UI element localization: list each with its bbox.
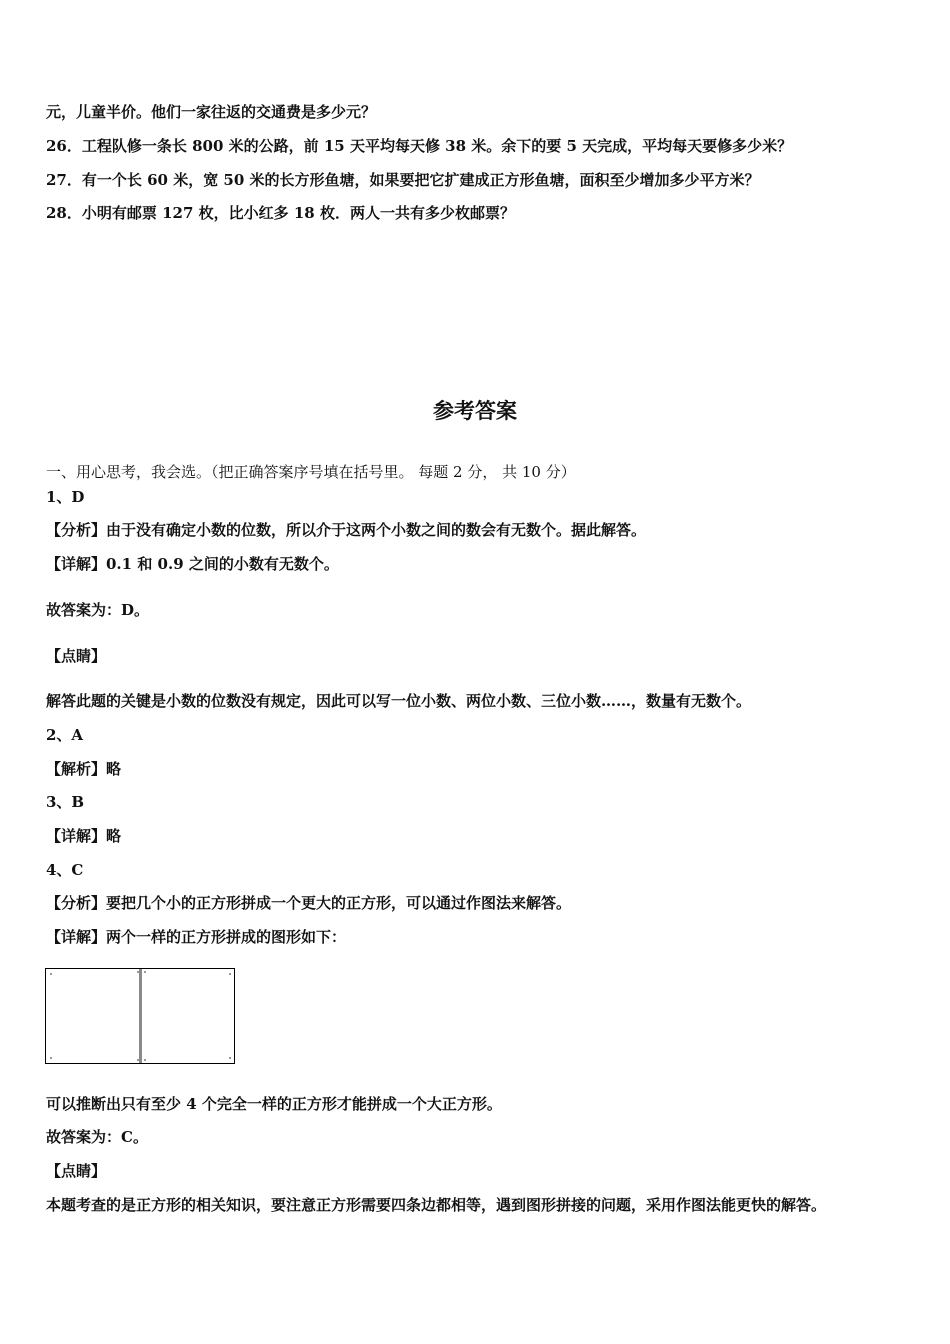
corner-mark bbox=[137, 1059, 139, 1061]
answer-1-analysis: 【分析】由于没有确定小数的位数，所以介于这两个小数之间的数会有无数个。据此解答。 bbox=[46, 521, 647, 539]
answer-4-label: 4、C bbox=[46, 861, 84, 879]
question-line-25-continued: 元，儿童半价。他们一家往返的交通费是多少元？ bbox=[46, 103, 377, 121]
question-28: 28．小明有邮票 127 枚，比小红多 18 枚．两人一共有多少枚邮票？ bbox=[46, 204, 515, 222]
answer-4-inference: 可以推断出只有至少 4 个完全一样的正方形才能拼成一个大正方形。 bbox=[46, 1095, 502, 1113]
answer-1-conclusion: 故答案为：D。 bbox=[46, 601, 150, 619]
corner-mark bbox=[144, 971, 146, 973]
answer-2-text: 【解析】略 bbox=[46, 760, 122, 778]
answer-1-detail: 【详解】0.1 和 0.9 之间的小数有无数个。 bbox=[46, 555, 339, 573]
answer-2-label: 2、A bbox=[46, 726, 84, 744]
square-divider-line bbox=[139, 969, 142, 1063]
answer-4-detail: 【详解】两个一样的正方形拼成的图形如下： bbox=[46, 928, 347, 946]
answer-1-point: 解答此题的关键是小数的位数没有规定，因此可以写一位小数、两位小数、三位小数……，数量有无数个。 bbox=[46, 692, 752, 710]
answer-4-point: 本题考查的是正方形的相关知识，要注意正方形需要四条边都相等，遇到图形拼接的问题，采用作图法能更快的解答。 bbox=[46, 1196, 827, 1214]
corner-mark bbox=[137, 971, 139, 973]
answers-title: 参考答案 bbox=[433, 399, 517, 423]
answer-4-point-label: 【点睛】 bbox=[46, 1162, 107, 1180]
question-27: 27．有一个长 60 米，宽 50 米的长方形鱼塘，如果要把它扩建成正方形鱼塘，面积至少增加多少平方米？ bbox=[46, 171, 760, 189]
answer-1-point-label: 【点睛】 bbox=[46, 647, 107, 665]
answer-4-analysis: 【分析】要把几个小的正方形拼成一个更大的正方形，可以通过作图法来解答。 bbox=[46, 894, 572, 912]
two-squares-figure bbox=[45, 968, 235, 1064]
corner-mark bbox=[50, 973, 52, 975]
answer-1-label: 1、D bbox=[46, 488, 85, 506]
question-26: 26．工程队修一条长 800 米的公路，前 15 天平均每天修 38 米。余下的要 5 天完成，平均每天要修多少米？ bbox=[46, 137, 793, 155]
answer-3-text: 【详解】略 bbox=[46, 827, 122, 845]
corner-mark bbox=[144, 1059, 146, 1061]
corner-mark bbox=[229, 973, 231, 975]
corner-mark bbox=[229, 1057, 231, 1059]
answer-4-conclusion: 故答案为：C。 bbox=[46, 1128, 148, 1146]
section-header: 一、用心思考，我会选。（把正确答案序号填在括号里。 每题 2 分， 共 10 分） bbox=[46, 463, 576, 481]
corner-mark bbox=[50, 1057, 52, 1059]
answer-3-label: 3、B bbox=[46, 793, 85, 811]
